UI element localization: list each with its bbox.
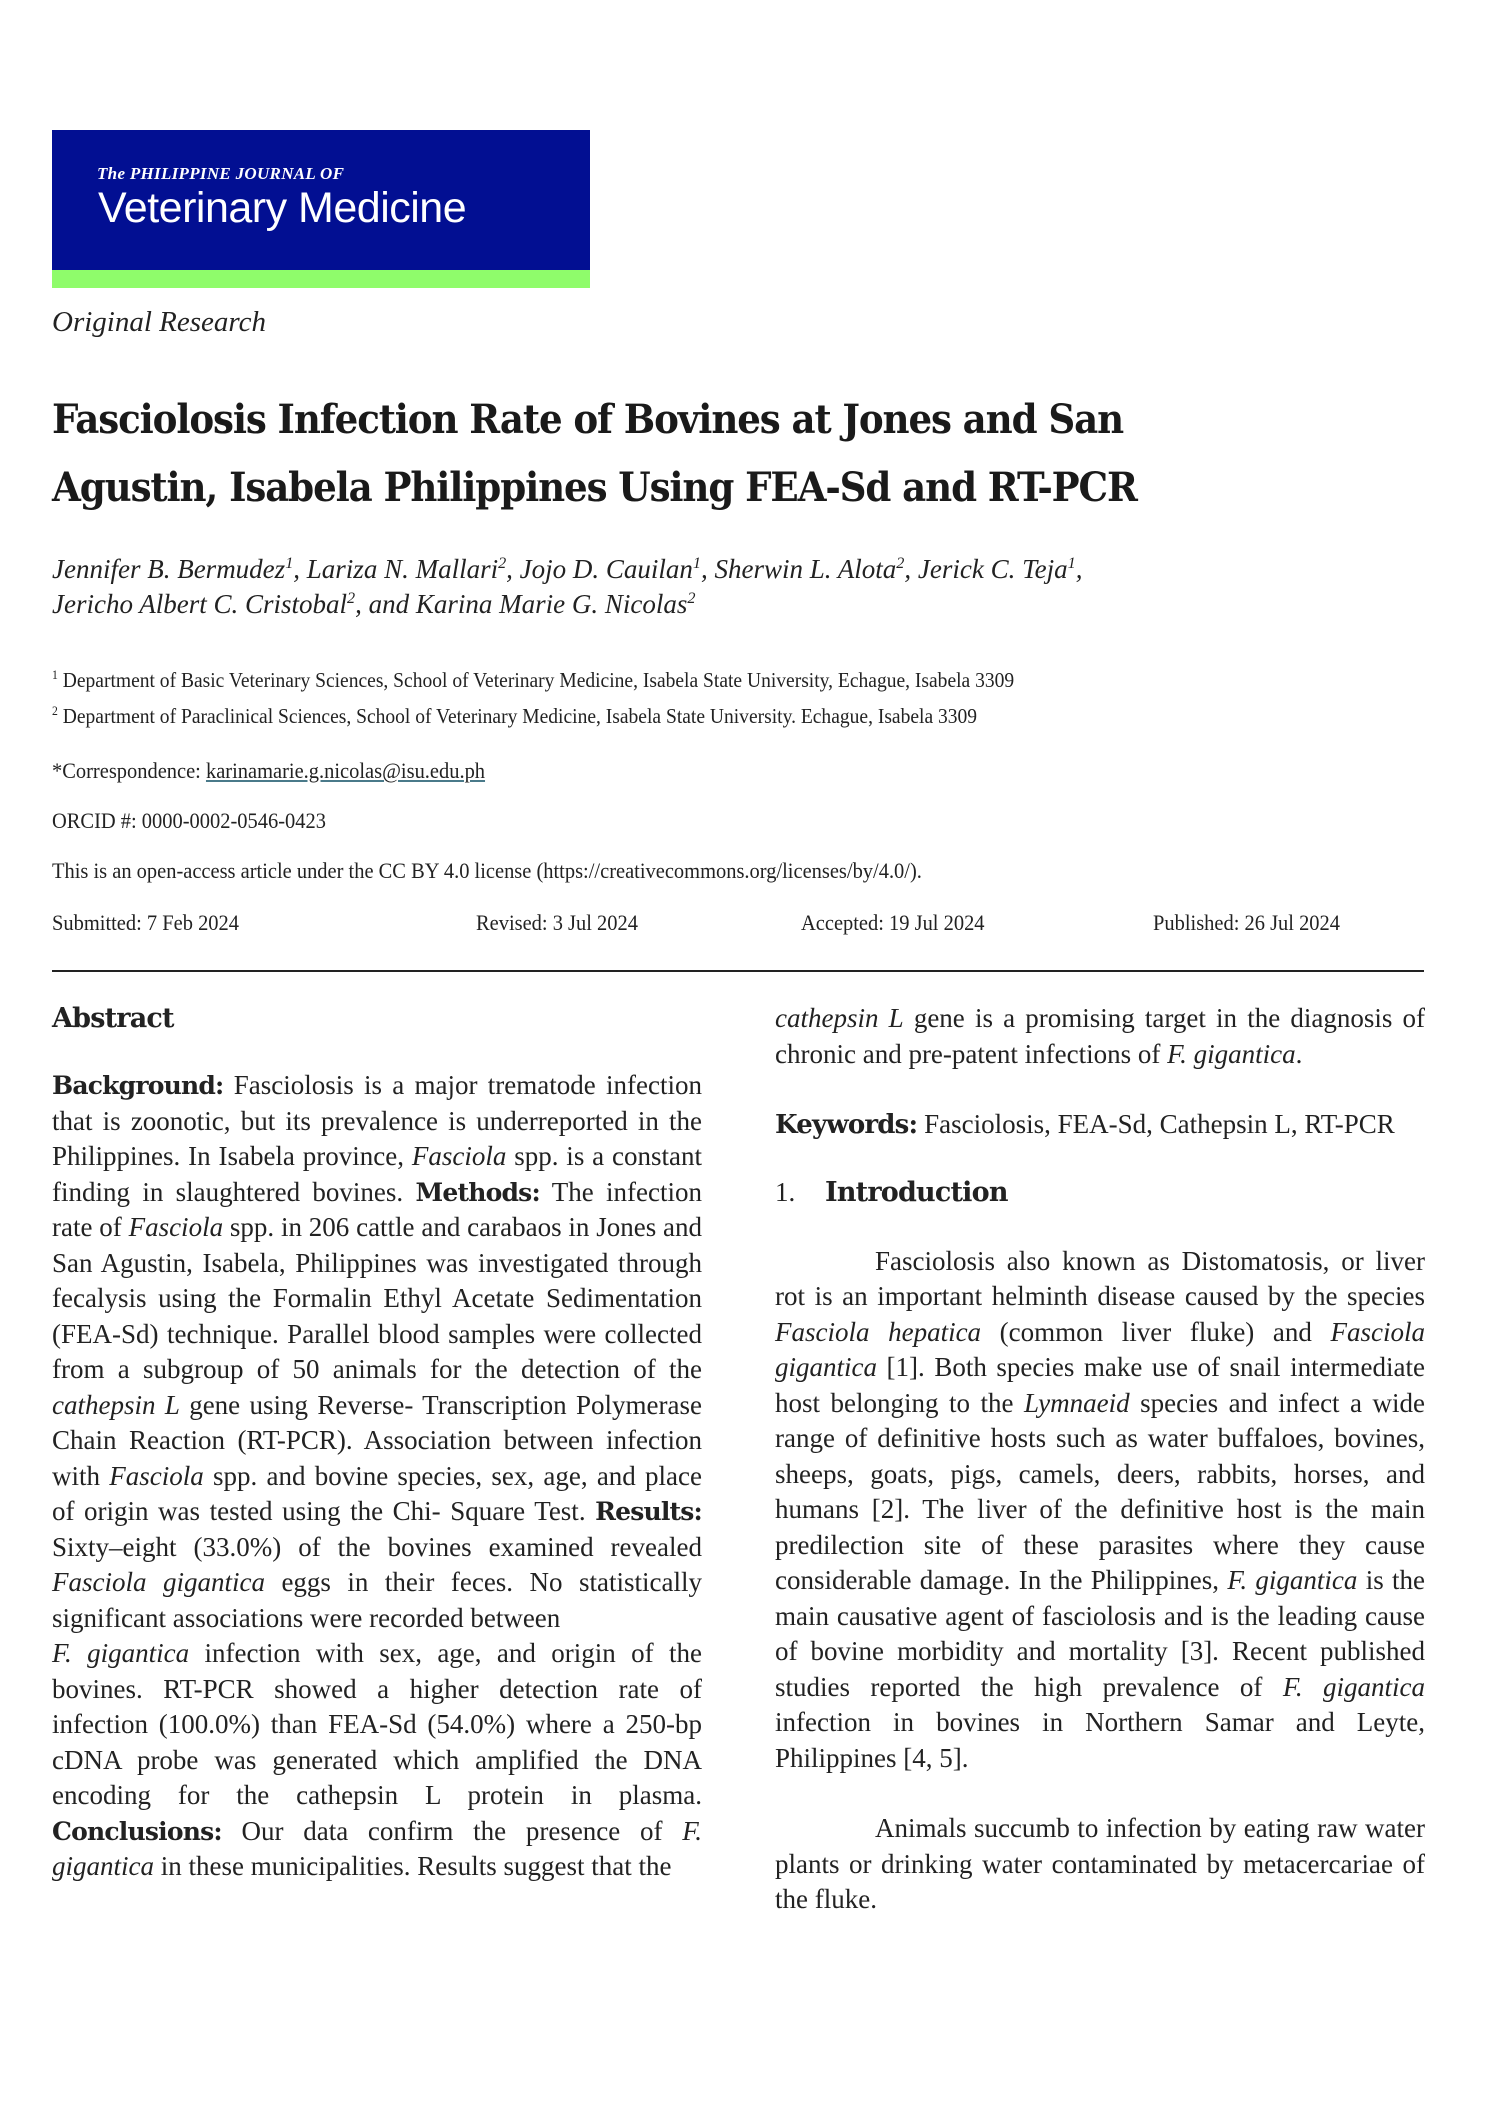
- text-run: species and infect a wide range of definitive hosts such as water buffaloes, bovines, sheeps, goats, pigs, camels, deers, rabbits, horses, and humans [2]. The liver of the definitive host is the main predilection site of these parasites where they cause considerable damage. In the Philippines,: [775, 1387, 1426, 1595]
- italic-term: Fasciola: [128, 1212, 224, 1242]
- author-separator: , and: [355, 589, 416, 619]
- affiliations: [52, 662, 1087, 734]
- text-run: .: [1295, 1038, 1303, 1069]
- introduction-paragraph-2: [775, 1811, 1425, 1918]
- text-run: spp. is a constant finding in slaughtered bovines.: [52, 1141, 702, 1207]
- affiliation-2: [52, 698, 1014, 734]
- author-affiliation-mark: 1: [1067, 554, 1076, 572]
- keywords: [775, 1107, 1425, 1144]
- italic-term: Fasciola: [109, 1460, 204, 1491]
- text-run: Animals succumb to infection by eating raw water plants or drinking water contaminated by metacercariae of the fluke.: [775, 1813, 1425, 1914]
- abstract-heading: Abstract: [52, 1003, 174, 1034]
- text-run: Our data confirm the presence of: [221, 1815, 683, 1846]
- italic-term: cathepsin L: [775, 1003, 904, 1033]
- abstract-section-label: Methods:: [415, 1177, 540, 1207]
- text-run: is the main causative agent of fasciolosis and is the leading cause of bovine morbidity and mortality [3]. Recent published studies reported the high prevalence of: [775, 1565, 1425, 1702]
- author-name: Jojo D. Cauilan: [519, 554, 693, 584]
- paper-title: [52, 386, 1354, 522]
- author-affiliation-mark: 1: [692, 554, 702, 572]
- text-run: spp. in 206 cattle and carabaos in Jones and San Agustin, Isabela, Philippines was investigated through fecalysis using the Formalin Ethyl Acetate Sedimentation (FEA-Sd) technique. Parallel blood samples were collected from a subgroup of 50 animals for the detection of the: [52, 1212, 702, 1384]
- author-separator: ,: [701, 554, 715, 584]
- text-run: [1]. Both species make use of snail intermediate host belonging to the: [775, 1352, 1425, 1418]
- license-statement: This is an open-access article under the CC BY 4.0 license (https://creativecommons.org/licenses/by/4.0/).: [52, 858, 922, 883]
- author-name: Karina Marie G. Nicolas: [415, 589, 688, 619]
- author-separator: ,: [1075, 554, 1083, 584]
- author-affiliation-mark: 2: [687, 589, 696, 607]
- right-column: [775, 1001, 1425, 1918]
- author-affiliation-mark: 1: [285, 554, 294, 572]
- italic-term: F. gigantica: [1227, 1565, 1358, 1595]
- author-name: Jericho Albert C. Cristobal: [52, 589, 347, 619]
- italic-term: F. gigantica: [52, 1815, 702, 1881]
- author-separator: ,: [293, 554, 307, 584]
- spacer: [775, 1144, 1425, 1174]
- abstract-body-continued: [775, 1001, 1425, 1072]
- correspondence-email-link[interactable]: karinamarie.g.nicolas@isu.edu.ph: [205, 758, 486, 783]
- author-affiliation-mark: 2: [347, 589, 356, 607]
- author-affiliation-mark: 2: [896, 554, 905, 572]
- author-name: Jennifer B. Bermudez: [52, 554, 286, 584]
- affiliation-number: 1: [52, 668, 58, 682]
- text-run: The infection rate of: [52, 1176, 702, 1242]
- orcid: ORCID #: 0000-0002-0546-0423: [52, 808, 326, 833]
- author-separator: ,: [904, 554, 918, 584]
- logo-title: Veterinary Medicine: [98, 184, 467, 232]
- text-run: gene is a promising target in the diagnosis of chronic and pre-patent infections of: [775, 1003, 1425, 1069]
- text-run: Fasciolosis also known as Distomatosis, or liver rot is an important helminth disease caused by the species: [775, 1245, 1425, 1311]
- keywords-text: Fasciolosis, FEA-Sd, Cathepsin L, RT-PCR: [917, 1109, 1395, 1139]
- abstract-section-label: Results:: [595, 1497, 702, 1526]
- affiliation-text: Department of Paraclinical Sciences, School of Veterinary Medicine, Isabela State University. Echague, Isabela 3309: [62, 704, 978, 728]
- text-run: infection in bovines in Northern Samar and Leyte, Philippines [4, 5].: [775, 1707, 1425, 1773]
- italic-term: Lymnaeid: [1023, 1387, 1130, 1418]
- introduction-paragraph-1: [775, 1244, 1425, 1777]
- article-dates: [52, 910, 1432, 940]
- text-run: spp. and bovine species, sex, age, and place of origin was tested using the Chi- Square Test.: [52, 1460, 702, 1526]
- title-line-1: Fasciolosis Infection Rate of Bovines at Jones and San: [52, 396, 1123, 443]
- text-run: Sixty–eight (33.0%) of the bovines examined revealed: [52, 1531, 702, 1562]
- spacer: [775, 1072, 1425, 1107]
- abstract-section-label: Background:: [52, 1071, 224, 1100]
- author-list: [52, 552, 1472, 622]
- text-run: infection with sex, age, and origin of the bovines. RT-PCR showed a higher detection rate of infection (100.0%) than FEA-Sd (54.0%) where a 250-bp cDNA probe was generated which amplified the DNA encoding for the cathepsin L protein in plasma.: [52, 1638, 702, 1810]
- section-heading-introduction: [775, 1174, 1425, 1211]
- header-divider: [52, 970, 1424, 972]
- text-run: (common liver fluke) and: [981, 1316, 1331, 1347]
- italic-term: F. gigantica: [1167, 1038, 1296, 1069]
- affiliation-1: [52, 662, 1014, 698]
- logo-blue-banner: [52, 130, 590, 270]
- keywords-label: Keywords:: [775, 1110, 918, 1140]
- date-accepted: Accepted: 19 Jul 2024: [801, 910, 985, 935]
- text-run: eggs in their feces. No statistically significant associations were recorded between: [52, 1567, 702, 1633]
- italic-term: Fasciola gigantica: [52, 1567, 265, 1597]
- section-title: Introduction: [825, 1176, 1008, 1208]
- affiliation-number: 2: [52, 704, 58, 718]
- author-affiliation-mark: 2: [498, 554, 507, 572]
- correspondence: [52, 758, 485, 784]
- correspondence-label: *Correspondence:: [52, 758, 206, 783]
- date-published: Published: 26 Jul 2024: [1153, 910, 1341, 935]
- author-name: Lariza N. Mallari: [306, 554, 499, 584]
- logo-green-stripe: [52, 270, 590, 288]
- left-column: [52, 1001, 702, 1885]
- spacer: [775, 1211, 1425, 1244]
- title-line-2: Agustin, Isabela Philippines Using FEA-Sd and RT-PCR: [52, 464, 1137, 511]
- italic-term: cathepsin L: [52, 1389, 180, 1420]
- author-line-2: [52, 587, 1472, 622]
- journal-logo: [52, 130, 590, 288]
- abstract-body: [52, 1068, 702, 1885]
- italic-term: Fasciola: [411, 1141, 507, 1171]
- date-revised: Revised: 3 Jul 2024: [476, 910, 638, 935]
- article-type: Original Research: [52, 306, 266, 338]
- text-run: in these municipalities. Results suggest that the: [154, 1851, 672, 1881]
- abstract-section-label: Conclusions:: [52, 1816, 222, 1846]
- italic-term: Fasciola hepatica: [775, 1316, 982, 1347]
- spacer: [775, 1776, 1425, 1811]
- author-line-1: [52, 552, 1472, 587]
- text-run: gene using Reverse- Transcription Polymerase Chain Reaction (RT-PCR). Association between infection with: [52, 1389, 702, 1491]
- affiliation-text: Department of Basic Veterinary Sciences, School of Veterinary Medicine, Isabela State University, Echague, Isabela 3309: [62, 668, 1015, 692]
- italic-term: Fasciola gigantica: [775, 1316, 1425, 1382]
- author-name: Sherwin L. Alota: [714, 554, 897, 584]
- logo-subtitle: The PHILIPPINE JOURNAL OF: [97, 164, 345, 183]
- date-submitted: Submitted: 7 Feb 2024: [52, 910, 239, 935]
- author-name: Jerick C. Teja: [917, 554, 1068, 584]
- text-run: Fasciolosis is a major trematode infection that is zoonotic, but its prevalence is underreported in the Philippines. In Isabela province,: [52, 1070, 702, 1171]
- author-separator: ,: [506, 554, 520, 584]
- italic-term: F. gigantica: [52, 1638, 190, 1668]
- italic-term: F. gigantica: [1282, 1671, 1425, 1702]
- section-number: 1.: [775, 1176, 796, 1207]
